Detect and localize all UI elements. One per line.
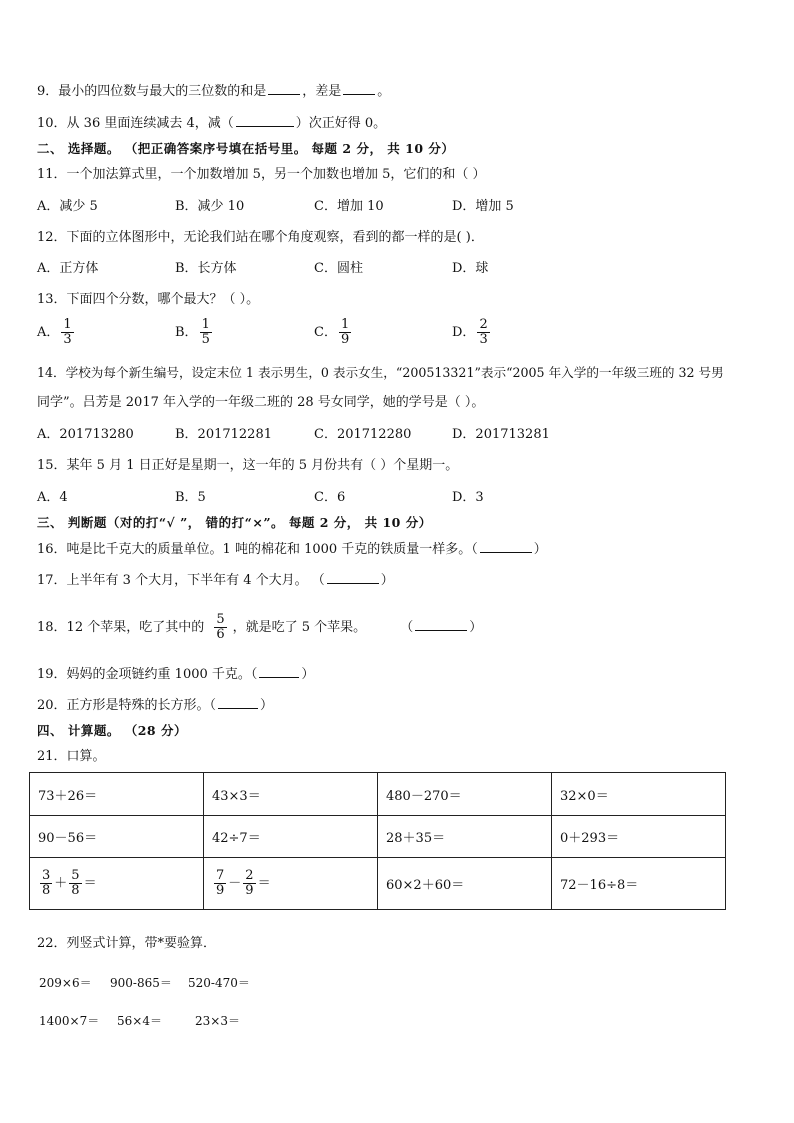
question-11-stem: 11．一个加法算式里，一个加数增加 5，另一个加数也增加 5，它们的和（ ） xyxy=(37,167,486,182)
option-d[interactable]: D．球 xyxy=(452,261,489,276)
question-16 xyxy=(37,540,547,559)
q18-text-b: ，就是吃了 5 个苹果。 xyxy=(232,620,367,635)
q19-close: ） xyxy=(301,667,315,682)
question-14-options xyxy=(37,426,737,444)
option-d[interactable] xyxy=(452,318,492,347)
fraction xyxy=(243,869,255,898)
q17-close: ） xyxy=(380,573,394,588)
option-letter: D． xyxy=(452,325,476,340)
fraction xyxy=(214,869,226,898)
table-row xyxy=(30,773,726,816)
numerator: 5 xyxy=(216,612,225,627)
question-19 xyxy=(37,665,314,684)
q18-text-a: 18．12 个苹果，吃了其中的 xyxy=(37,620,205,635)
table-row xyxy=(30,816,726,858)
vertical-calc-item[interactable]: 209×6＝ xyxy=(39,976,92,990)
option-b[interactable]: B．201712281 xyxy=(175,427,272,442)
option-a[interactable]: A．正方体 xyxy=(37,261,99,276)
question-9 xyxy=(37,82,390,101)
table-cell[interactable]: 60×2＋60＝ xyxy=(378,858,552,910)
q20-text: 20．正方形是特殊的长方形。（ xyxy=(37,698,217,713)
table-cell[interactable]: 480－270＝ xyxy=(378,773,552,816)
equals: ＝ xyxy=(257,876,271,891)
question-11-options xyxy=(37,198,737,216)
question-21-stem: 21．口算。 xyxy=(37,749,106,764)
answer-blank[interactable] xyxy=(343,82,375,95)
denominator: 8 xyxy=(71,883,80,898)
fraction xyxy=(69,869,81,898)
option-a[interactable]: A．201713280 xyxy=(37,427,134,442)
section-4-title: 四、 计算题。 （28 分） xyxy=(37,723,187,738)
table-cell[interactable]: 90－56＝ xyxy=(30,816,204,858)
option-d[interactable]: D．201713281 xyxy=(452,427,550,442)
option-letter: A． xyxy=(37,325,60,340)
denominator: 8 xyxy=(42,883,51,898)
table-cell[interactable]: 73＋26＝ xyxy=(30,773,204,816)
question-10 xyxy=(37,114,386,133)
option-letter: C． xyxy=(314,325,337,340)
question-17 xyxy=(37,571,394,590)
table-cell[interactable]: 42÷7＝ xyxy=(204,816,378,858)
option-b[interactable] xyxy=(175,318,214,347)
option-b[interactable]: B．减少 10 xyxy=(175,199,245,214)
numerator: 5 xyxy=(71,868,80,883)
option-c[interactable]: C．201712280 xyxy=(314,427,412,442)
question-22-row-1 xyxy=(37,974,437,992)
table-cell[interactable]: 28＋35＝ xyxy=(378,816,552,858)
section-2-title: 二、 选择题。 （把正确答案序号填在括号里。 每题 2 分， 共 10 分） xyxy=(37,141,455,156)
table-cell[interactable]: 43×3＝ xyxy=(204,773,378,816)
denominator: 6 xyxy=(216,627,225,642)
answer-blank[interactable] xyxy=(259,665,299,678)
denominator: 9 xyxy=(216,883,225,898)
question-18 xyxy=(37,608,482,648)
vertical-calc-item[interactable]: 23×3＝ xyxy=(195,1014,240,1028)
vertical-calc-item[interactable]: 520-470＝ xyxy=(188,976,250,990)
option-a[interactable]: A．减少 5 xyxy=(37,199,98,214)
q10-text-a: 10．从 36 里面连续减去 4，减（ xyxy=(37,116,234,131)
option-d[interactable]: D．3 xyxy=(452,490,484,505)
question-22-row-2 xyxy=(37,1012,437,1030)
answer-blank[interactable] xyxy=(268,82,300,95)
question-13-stem: 13．下面四个分数，哪个最大？（ ）。 xyxy=(37,292,260,307)
fraction xyxy=(200,318,212,347)
question-15-options xyxy=(37,489,737,507)
option-b[interactable]: B．长方体 xyxy=(175,261,237,276)
option-c[interactable] xyxy=(314,318,353,347)
answer-blank[interactable] xyxy=(415,618,467,631)
numerator: 2 xyxy=(245,868,254,883)
q16-text: 16．吨是比千克大的质量单位。1 吨的棉花和 1000 千克的铁质量一样多。（ xyxy=(37,542,478,557)
answer-blank[interactable] xyxy=(218,696,258,709)
fraction xyxy=(40,869,52,898)
table-cell[interactable]: 72－16÷8＝ xyxy=(552,858,726,910)
q9-text-c: 。 xyxy=(377,84,391,99)
q20-close: ） xyxy=(260,698,274,713)
vertical-calc-item[interactable]: 1400×7＝ xyxy=(39,1014,100,1028)
table-cell[interactable]: 0＋293＝ xyxy=(552,816,726,858)
question-14-line-2: 同学”。吕芳是 2017 年入学的一年级二班的 28 号女同学，她的学号是（ ）。 xyxy=(37,395,485,410)
vertical-calc-item[interactable]: 56×4＝ xyxy=(117,1014,162,1028)
numerator: 1 xyxy=(340,317,350,332)
q18-open: （ xyxy=(400,620,414,635)
question-13-options xyxy=(37,318,737,356)
question-20 xyxy=(37,696,273,715)
numerator: 1 xyxy=(201,317,210,332)
fraction xyxy=(61,318,73,347)
vertical-calc-item[interactable]: 900-865＝ xyxy=(110,976,172,990)
option-d[interactable]: D．增加 5 xyxy=(452,199,514,214)
answer-blank[interactable] xyxy=(480,540,532,553)
q9-text-a: 9．最小的四位数与最大的三位数的和是 xyxy=(37,84,267,99)
q10-text-b: ）次正好得 0。 xyxy=(295,116,387,131)
denominator: 9 xyxy=(245,883,254,898)
option-c[interactable]: C．6 xyxy=(314,490,346,505)
option-a[interactable] xyxy=(37,318,76,347)
denominator: 9 xyxy=(340,332,350,347)
denominator: 3 xyxy=(63,332,72,347)
table-cell[interactable]: 32×0＝ xyxy=(552,773,726,816)
q19-text: 19．妈妈的金项链约重 1000 千克。（ xyxy=(37,667,258,682)
operator: － xyxy=(228,876,242,891)
table-cell[interactable] xyxy=(30,858,204,910)
section-3-title: 三、 判断题（对的打“√ ”， 错的打“×”。 每题 2 分， 共 10 分） xyxy=(37,515,432,530)
equals: ＝ xyxy=(83,876,97,891)
question-22-stem: 22．列竖式计算，带*要验算． xyxy=(37,936,217,951)
numerator: 2 xyxy=(479,317,488,332)
question-14-line-1: 14．学校为每个新生编号，设定末位 1 表示男生，0 表示女生，“200513321”表示“2005 年入学的一年级三班的 32 号男 xyxy=(37,365,724,380)
q18-close: ） xyxy=(469,620,483,635)
question-12-options xyxy=(37,260,737,278)
q9-text-b: ，差是 xyxy=(302,84,342,99)
option-letter: B． xyxy=(175,325,198,340)
fraction xyxy=(214,613,226,642)
oral-calc-table xyxy=(29,772,726,910)
q17-text: 17．上半年有 3 个大月，下半年有 4 个大月。 （ xyxy=(37,573,325,588)
question-12-stem: 12．下面的立体图形中，无论我们站在哪个角度观察，看到的都一样的是( )． xyxy=(37,230,484,245)
table-row xyxy=(30,858,726,910)
option-c[interactable]: C．圆柱 xyxy=(314,261,363,276)
answer-blank[interactable] xyxy=(327,571,379,584)
option-a[interactable]: A．4 xyxy=(37,490,68,505)
answer-blank[interactable] xyxy=(236,114,294,127)
numerator: 1 xyxy=(63,317,72,332)
question-15-stem: 15．某年 5 月 1 日正好是星期一，这一年的 5 月份共有（ ）个星期一。 xyxy=(37,458,459,473)
fraction xyxy=(339,318,351,347)
denominator: 3 xyxy=(479,332,488,347)
table-cell[interactable] xyxy=(204,858,378,910)
q16-close: ） xyxy=(533,542,547,557)
fraction xyxy=(477,318,489,347)
option-c[interactable]: C．增加 10 xyxy=(314,199,384,214)
operator: ＋ xyxy=(54,876,68,891)
denominator: 5 xyxy=(201,332,210,347)
numerator: 3 xyxy=(42,868,51,883)
numerator: 7 xyxy=(216,868,225,883)
option-b[interactable]: B．5 xyxy=(175,490,206,505)
